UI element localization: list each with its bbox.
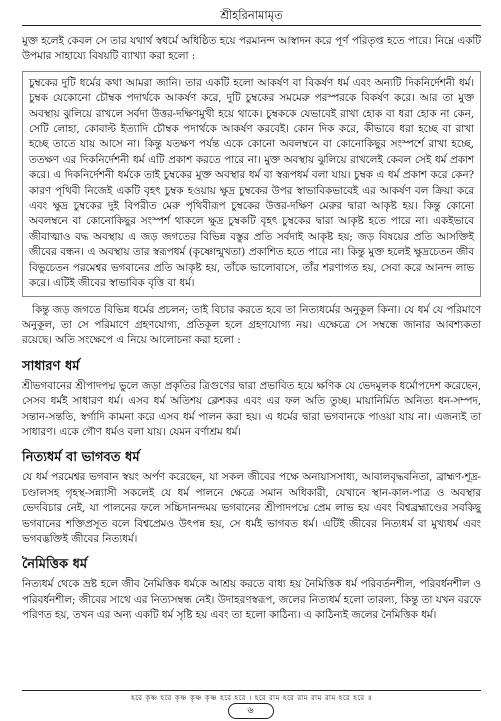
religion-compatibility-paragraph: কিন্তু জড় জগতে বিভিন্ন ধর্মের প্রচলন; তাই বিচার করতে হবে তা নিত্যধর্মের অনুকূল কিনা। যে ধর্ম যে পরিমাণে অনুকূল, তা সে পরিমাণে গ্রহণযোগ্য, প্রতিকূল হলে গ্রহণযোগ্য নয়। এক্ষেত্রে সে সম্বন্ধে জানার আবশ্যকতা রয়েছে। অতি সংক্ষেপে এ নিয়ে আলোচনা করা হলো :: [22, 303, 481, 347]
section-body-eternal-dharma: যে ধর্ম পরমেশ্বর ভগবান স্বয়ং অর্পণ করেছেন, যা সকল জীবের পক্ষে অনায়াসসাধ্য, আবালবৃদ্ধবনিতা, ব্রাহ্মণ-শূদ্র-চণ্ডালসহ গৃহস্থ-সন্ন্যাসী সকলেই যে ধর্ম পালনে ক্ষেত্রে সমান অধিকারী, যেখানে স্থান-কাল-পাত্র ও অবস্থার ভেদবিচার নেই, যা পালনের ফলে সচ্চিদানন্দময় ভগবানের শ্রীপাদপদ্মে প্রেম লাভ হয় এবং বিশ্বব্রহ্মাণ্ডের সবকিছু ভগবানের শক্তিপ্রসূত বলে বিশ্বপ্রেমও উৎপন্ন হয়, সে ধর্মই ভাগবত ধর্ম। এটিই জীবের নিত্যধর্ম বা মুখ্যধর্ম এবং ভগবদ্ভক্তিই জীবের নিত্যধর্ম।: [22, 471, 481, 545]
section-heading-occasional-dharma: নৈমিত্তিক ধর্ম: [22, 557, 88, 573]
section-heading-general-dharma: সাধারণ ধর্ম: [22, 358, 80, 374]
magnet-analogy-box: [22, 71, 481, 297]
analogy-paragraph: চুম্বকের দুটি ধর্মের কথা আমরা জানি। তার একটি হলো আকর্ষণ বা বিকর্ষণ ধর্ম এবং অন্যটি দিকনির্দেশনী ধর্ম। চুম্বক যেকোনো চৌম্বক পদার্থকে আকর্ষণ করে, দুটি চুম্বকের সমমেরু পরস্পরকে বিকর্ষণ করে। আর তা মুক্ত অবস্থায় ঝুলিয়ে রাখলে সর্বদা উত্তর-দক্ষিণমুখী হয়ে থাকে। চুম্বককে যেভাবেই রাখা হোক বা ধরা হোক না কেন, সেটি লোহা, কোবাল্ট ইত্যাদি চৌম্বক পদার্থকে আকর্ষণ করবেই। কোন দিক করে, কীভাবে ধরা হচ্ছে বা রাখা হচ্ছে তাতে যায় আসে না। কিন্তু যতক্ষণ পর্যন্ত একে কোনো অবলম্বনে বা কোনোকিছুর সংস্পর্শে রাখা হচ্ছে, ততক্ষণ এর দিকনির্দেশনী ধর্ম এটি প্রকাশ করতে পারে না। মুক্ত অবস্থায় ঝুলিয়ে রাখলেই কেবল সেই ধর্ম প্রকাশ করে। এ দিকনির্দেশনী ধর্মকে তাই চুম্বকের মুক্ত অবস্থার ধর্ম বা স্বরূপধর্ম বলা যায়। চুম্বক এ ধর্ম প্রকাশ করে কেন? কারণ পৃথিবী নিজেই একটি বৃহৎ চুম্বক হওয়ায় ক্ষুদ্র চুম্বকের উপর স্বাভাবিকভাবেই এর আকর্ষণ বল ক্রিয়া করে এবং ক্ষুদ্র চুম্বকের দুই বিপরীত মেরু পৃথিবীরূপ চুম্বকের উত্তর-দক্ষিণ মেরুর দ্বারা আকৃষ্ট হয়। কিন্তু কোনো অবলম্বনে বা কোনোকিছুর সংস্পর্শ থাকলে ক্ষুদ্র চুম্বকটি বৃহৎ চুম্বকের দ্বারা আকৃষ্ট হতে পারে না। একইভাবে জীবাত্মাও বদ্ধ অবস্থায় এ জড় জগতের বিভিন্ন বস্তুর প্রতি সর্বদাই আকৃষ্ট হয়; জড় বিষয়ের প্রতি আসক্তিই জীবের বন্ধন। এ অবস্থায় তার স্বরূপধর্ম (কৃষ্ণোন্মুখতা) প্রকাশিত হতে পারে না। কিন্তু মুক্ত হলেই ক্ষুদ্রচেতন জীব বিভুচেতন পরমেশ্বর ভগবানের প্রতি আকৃষ্ট হয়, তাঁকে ভালোবাসে, তাঁর শরণাগত হয়, সেবা করে আনন্দ লাভ করে। এটিই জীবের স্বাভাবিক বৃত্তি বা ধর্ম।: [29, 76, 474, 290]
section-body-general-dharma: শ্রীভগবানের শ্রীপাদপদ্ম ভুলে জড়া প্রকৃতির ত্রিগুণের দ্বারা প্রভাবিত হয়ে ক্ষণিক যে ভেদমূলক ধর্মোপদেশ করেছেন, সেসব ধর্মই সাধারণ ধর্ম। এসব ধর্ম অতিশয় ক্লেশকর এবং এর ফল অতি তুচ্ছ। মায়ানির্মিত অনিত্য ধন-সম্পদ, সন্তান-সন্ততি, স্বর্গাদি কামনা করে এসব ধর্ম পালন করা হয়। এ ধর্মের দ্বারা ভগবানকে পাওয়া যায় না। এজন্যই তা সাধারণ। একে গৌণ ধর্মও বলা যায়। যেমন বর্ণাশ্রম ধর্ম।: [22, 379, 481, 438]
running-header: [22, 8, 481, 26]
book-title: শ্রীহরিনামামৃত: [220, 8, 283, 22]
section-body-occasional-dharma: নিত্যধর্ম থেকে ভ্রষ্ট হলে জীব নৈমিত্তিক ধর্মকে আশ্রয় করতে বাধ্য হয় নৈমিত্তিক ধর্ম পরিবর্তনশীল, পরিবর্ধনশীল ও পরিবর্ধনশীল; জীবের সাথে এর নিত্যসম্বন্ধ নেই। উদাহরণস্বরূপ, জলের নিত্যধর্ম হলো তারল্য, কিন্তু তা যখন বরফে পরিণত হয়, তখন এর অন্য একটি ধর্ম সৃষ্টি হয় এবং তা হলো কাঠিন্য। এ কাঠিন্যই জলের নৈমিত্তিক ধর্ম।: [22, 578, 481, 622]
footer-mantra: হরে কৃষ্ণ হরে কৃষ্ণ কৃষ্ণ কৃষ্ণ হরে হরে । হরে রাম হরে রাম রাম রাম হরে হরে ॥: [130, 693, 373, 702]
section-heading-eternal-dharma: নিত্যধর্ম বা ভাগবত ধর্ম: [22, 450, 140, 466]
intro-paragraph: মুক্ত হলেই কেবল সে তার যথার্থ স্বধর্মে অধিষ্ঠিত হয়ে পরমানন্দ আস্বাদন করে পূর্ণ পরিতৃপ্ত হতে পারে। নিম্নে একটি উপমার সাহায্যে বিষয়টি ব্যাখ্যা করা হলো :: [22, 35, 481, 63]
page-number: ৬: [228, 703, 274, 719]
footer-divider: [22, 690, 481, 691]
